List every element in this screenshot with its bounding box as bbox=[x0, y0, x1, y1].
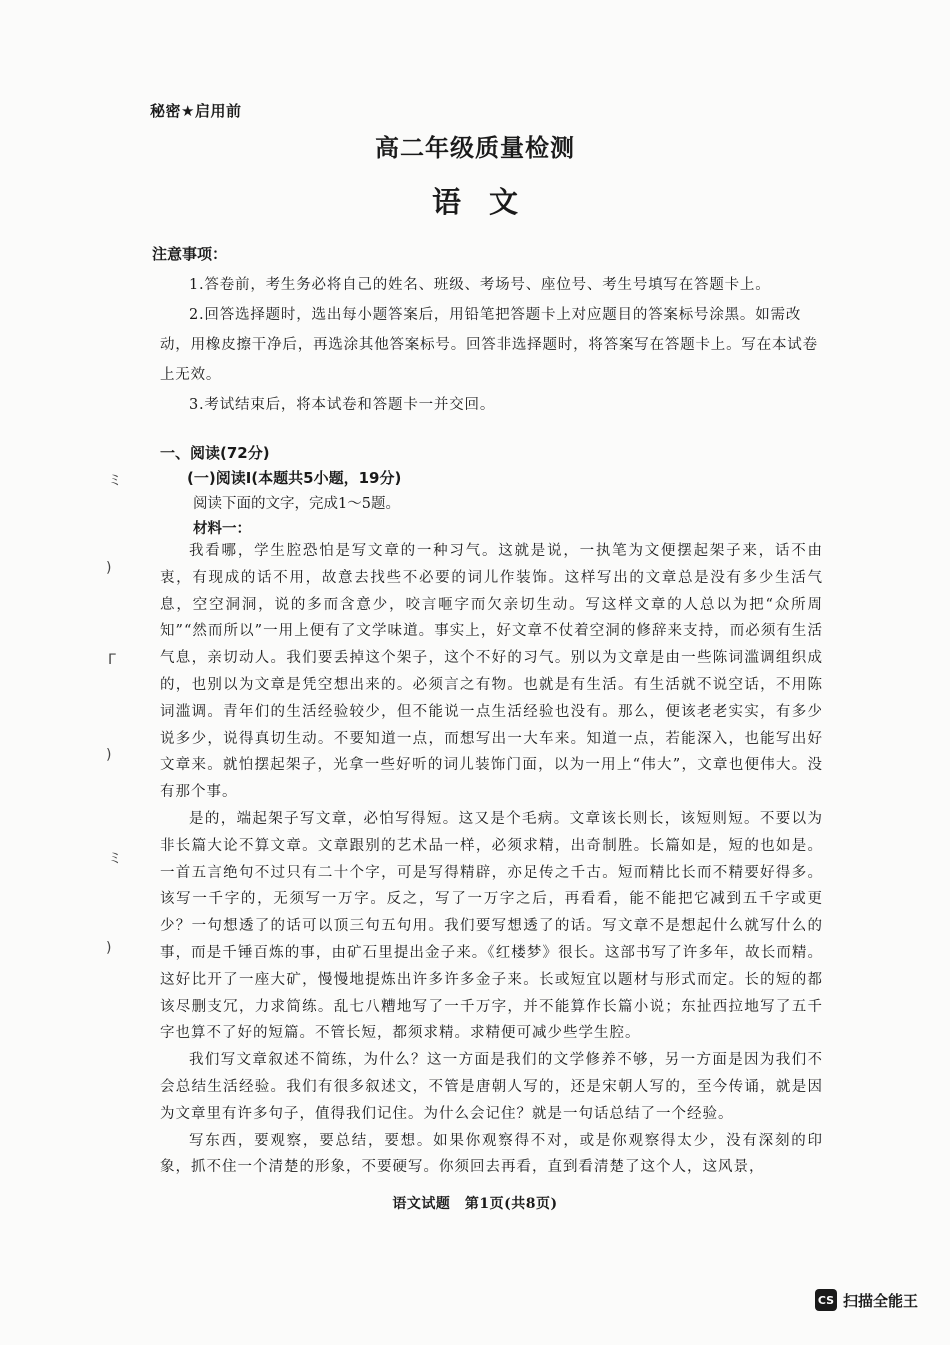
scanner-watermark bbox=[815, 1289, 918, 1311]
notice-heading: 注意事项： bbox=[152, 245, 228, 263]
margin-mark: ) bbox=[106, 940, 112, 956]
page-footer: 语文试题 第1页(共8页) bbox=[392, 1196, 558, 1212]
passage-paragraph-1: 我看哪，学生腔恐怕是写文章的一种习气。这就是说，一执笔为文便摆起架子来，话不由衷，有现成的话不用，故意去找些不必要的词儿作装饰。这样写出的文章总是没有多少生活气息，空空洞洞，说的多而含意少，咬言咂字而欠亲切生动。写这样文章的人总以为把“众所周知”“然而所以”一用上便有了文学味道。事实上，好文章不仗着空洞的修辞来支持，而必须有生活气息，亲切动人。我们要丢掉这个架子，这个不好的习气。别以为文章是由一些陈词滥调组织成的，也别以为文章是凭空想出来的。必须言之有物。也就是有生活。有生活就不说空话，不用陈词滥调。青年们的生活经验较少，但不能说一点生活经验也没有。那么，便该老老实实，有多少说多少，说得真切生动。不要知道一点，而想写出一大车来。知道一点，若能深入，也能写出好文章来。就怕摆起架子，光拿一些好听的词儿装饰门面，以为一用上“伟大”，文章也便伟大。没有那个事。 bbox=[160, 543, 823, 801]
exam-title: 高二年级质量检测 bbox=[375, 133, 575, 162]
reading-instruction: 阅读下面的文字，完成1～5题。 bbox=[193, 496, 400, 512]
margin-mark: ) bbox=[106, 560, 112, 576]
passage-paragraph-4: 写东西，要观察，要总结，要想。如果你观察得不对，或是你观察得太少，没有深刻的印象，抓不住一个清楚的形象，不要硬写。你须回去再看，直到看清楚了这个人，这风景， bbox=[160, 1132, 823, 1176]
watermark-label: 扫描全能王 bbox=[843, 1291, 919, 1310]
margin-mark: ) bbox=[106, 747, 112, 763]
passage-paragraph-2: 是的，端起架子写文章，必怕写得短。这又是个毛病。文章该长则长，该短则短。不要以为非长篇大论不算文章。文章跟别的艺术品一样，必须求精，出奇制胜。长篇如是，短的也如是。一首五言绝句不过只有二十个字，可是写得精辟，亦足传之千古。短而精比长而不精要好得多。该写一千字的，无须写一万字。反之，写了一万字之后，再看看，能不能把它减到五千字或更少？一句想透了的话可以顶三句五句用。我们要写想透了的话。写文章不是想起什么就写什么的事，而是千锤百炼的事，由矿石里提出金子来。《红楼梦》很长。这部书写了许多年，故长而精。这好比开了一座大矿，慢慢地提炼出许多许多金子来。长或短宜以题材与形式而定。长的短的都该尽删支冗，力求简练。乱七八糟地写了一千万字，并不能算作长篇小说；东扯西拉地写了五千字也算不了好的短篇。不管长短，都须求精。求精便可减少些学生腔。 bbox=[160, 810, 823, 1042]
subject-title: 语文 bbox=[431, 185, 546, 219]
subsection-heading: (一)阅读Ⅰ(本题共5小题，19分) bbox=[187, 469, 402, 487]
passage-paragraph-3: 我们写文章叙述不简练，为什么？这一方面是我们的文学修养不够，另一方面是因为我们不会总结生活经验。我们有很多叙述文，不管是唐朝人写的，还是宋朝人写的，至今传诵，就是因为文章里有许多句子，值得我们记住。为什么会记住？就是一句话总结了一个经验。 bbox=[160, 1052, 823, 1122]
notice-item-1: 1.答卷前，考生务必将自己的姓名、班级、考场号、座位号、考生号填写在答题卡上。 bbox=[189, 277, 771, 293]
confidential-label: 秘密★启用前 bbox=[150, 102, 242, 120]
margin-mark: ミ bbox=[108, 473, 122, 489]
section-heading: 一、阅读(72分) bbox=[160, 444, 270, 462]
material-label: 材料一： bbox=[193, 521, 251, 537]
notice-item-3: 3.考试结束后，将本试卷和答题卡一并交回。 bbox=[189, 397, 496, 413]
reading-passage bbox=[160, 538, 823, 1181]
camscanner-logo-icon: CS bbox=[815, 1289, 837, 1311]
margin-mark: Γ bbox=[108, 652, 116, 668]
notice-item-2: 2.回答选择题时，选出每小题答案后，用铅笔把答题卡上对应题目的答案标号涂黑。如需改动，用橡皮擦干净后，再选涂其他答案标号。回答非选择题时，将答案写在答题卡上。写在本试卷上无效。 bbox=[160, 307, 818, 383]
margin-mark: ミ bbox=[108, 851, 122, 867]
notice-list bbox=[160, 270, 825, 420]
